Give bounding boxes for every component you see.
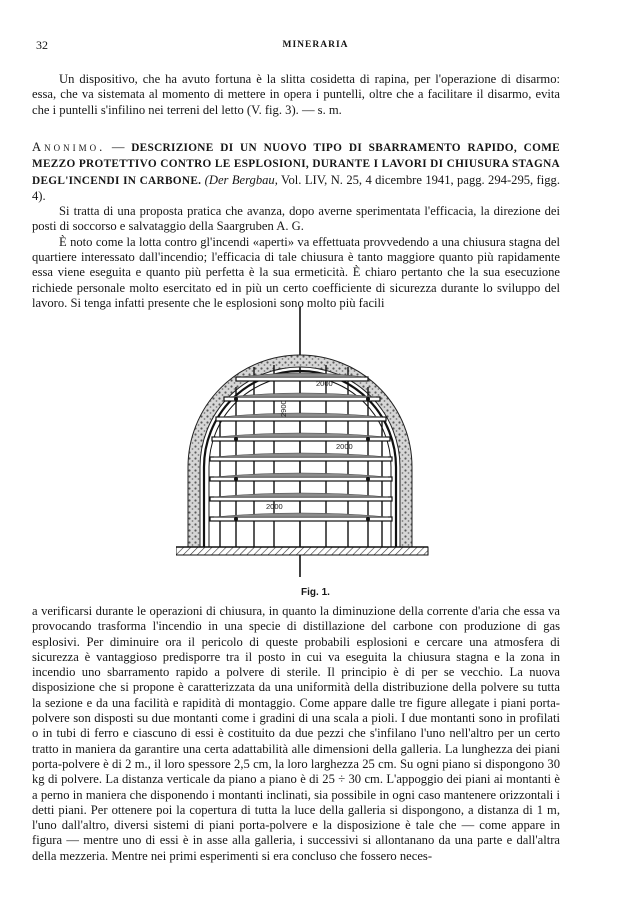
figure-caption: Fig. 1. — [301, 587, 330, 598]
article — [32, 140, 560, 311]
article-paragraph-2: È noto come la lotta contro gl'incendi «aperti» va effettuata provvedendo a una chiusura stagna del quartiere interessato dall'incendio; l'efficacia di tale chiusura è tanto maggiore quanto più rapidamente essa viene eseguita e quanto più perfetta è la sua ermeticità. È chiaro pertanto che la sua esecuzione richiede personale molto esercitato ed in più un certo coefficiente di sicurezza durante lo sviluppo del lavoro. Si tenga infatti presente che le esplosioni sono molto più facili — [32, 234, 560, 310]
article-paragraph-1: Si tratta di una proposta pratica che avanza, dopo averne sperimentata l'efficacia, la direzione dei posti di soccorso e salvataggio della Saargruben A. G. — [32, 204, 560, 234]
article-heading — [32, 140, 560, 204]
heading-dash: — — [105, 140, 132, 154]
dim-label-3: 2000 — [336, 442, 353, 451]
source-journal: (Der Bergbau, — [204, 172, 278, 187]
tunnel-cross-section-drawing — [176, 307, 456, 585]
intro-text: Un dispositivo, che ha avuto fortuna è la slitta cosidetta di rapina, per l'operazione di disarmo: essa, che va sistemata al momento di mettere in opera i puntelli, oltre che a facilitare il disarmo, evita che i puntelli s'infilino nei terreni del letto (V. fig. 3). — s. m. — [32, 72, 560, 117]
article-continuation — [32, 604, 560, 864]
tunnel-floor — [176, 547, 428, 555]
dim-label-4: 2000 — [266, 502, 283, 511]
source-details: Vol. LIV, N. 25, 4 dicembre 1941, pagg. 294-295, figg. 4). — [32, 172, 560, 203]
article-paragraph-3: a verificarsi durante le operazioni di chiusura, in quanto la diminuzione della corrente d'aria che essa va provocando trasforma l'incendio in una specie di distillazione del carbone con produzione di gas esplosivi. Per diminuire ora il pericolo di queste probabili esplosioni e cercare una atmosfera di sicurezza è vantaggioso predisporre tra il posto in cui va eseguita la chiusura stagna e la zona in incendio uno sbarramento rapido a polvere di sterile. Il principio è di per se vecchio. La nuova disposizione che si propone è caratterizzata da una uniformità della distribuzione della polvere su tutta la sezione e da una facilità e rapidità di montaggio. Come appare dalle tre figure allegate i piani porta-polvere son disposti su due montanti come i gradini di una scala a pioli. I due montanti sono in profilati o in tubi di ferro e ciascuno di essi è costituito da due pezzi che s'infilano l'uno nell'altro per un certo tratto in maniera da garantire una certa adattabilità alle dimensioni della galleria. La lunghezza dei piani porta-polvere è di 2 m., il loro spessore 2,5 cm, la loro larghezza 25 cm. Su ogni piano si dispongono 30 kg di polvere. La distanza verticale da piano a piano è di 25 ÷ 30 cm. L'appoggio dei piani ai montanti è a perno in maniera che disponendo i montanti inclinati, sia possibile in ogni caso mantenere orizzontali i detti piani. Per ottenere poi la copertura di tutta la luce della galleria si dispongono, a distanza di 1 m, l'uno dall'altro, diversi sistemi di piani porta-polvere e la disposizione è tale che — come appare in figura — mentre uno di essi è in asse alla galleria, i successivi si allontanano da una parte e dall'altra della mezzeria. Mentre nei primi esperimenti si era concluso che fossero neces- — [32, 604, 560, 863]
figure-tunnel-barrier — [176, 307, 456, 585]
article-author: Anonimo. — [32, 140, 106, 154]
dim-label-2: 2900 — [279, 400, 288, 417]
page-number: 32 — [36, 38, 48, 52]
dim-label-1: 2000 — [316, 379, 333, 388]
intro-paragraph — [32, 72, 560, 118]
running-title: MINERARIA — [282, 40, 349, 50]
article-title: DESCRIZIONE DI UN NUOVO TIPO DI SBARRAMENTO RAPIDO, COME MEZZO PROTETTIVO CONTRO LE ESPLOSIONI, DURANTE I LAVORI DI CHIUSURA STAGNA DEGL'INCENDI IN CARBONE. — [32, 142, 561, 187]
